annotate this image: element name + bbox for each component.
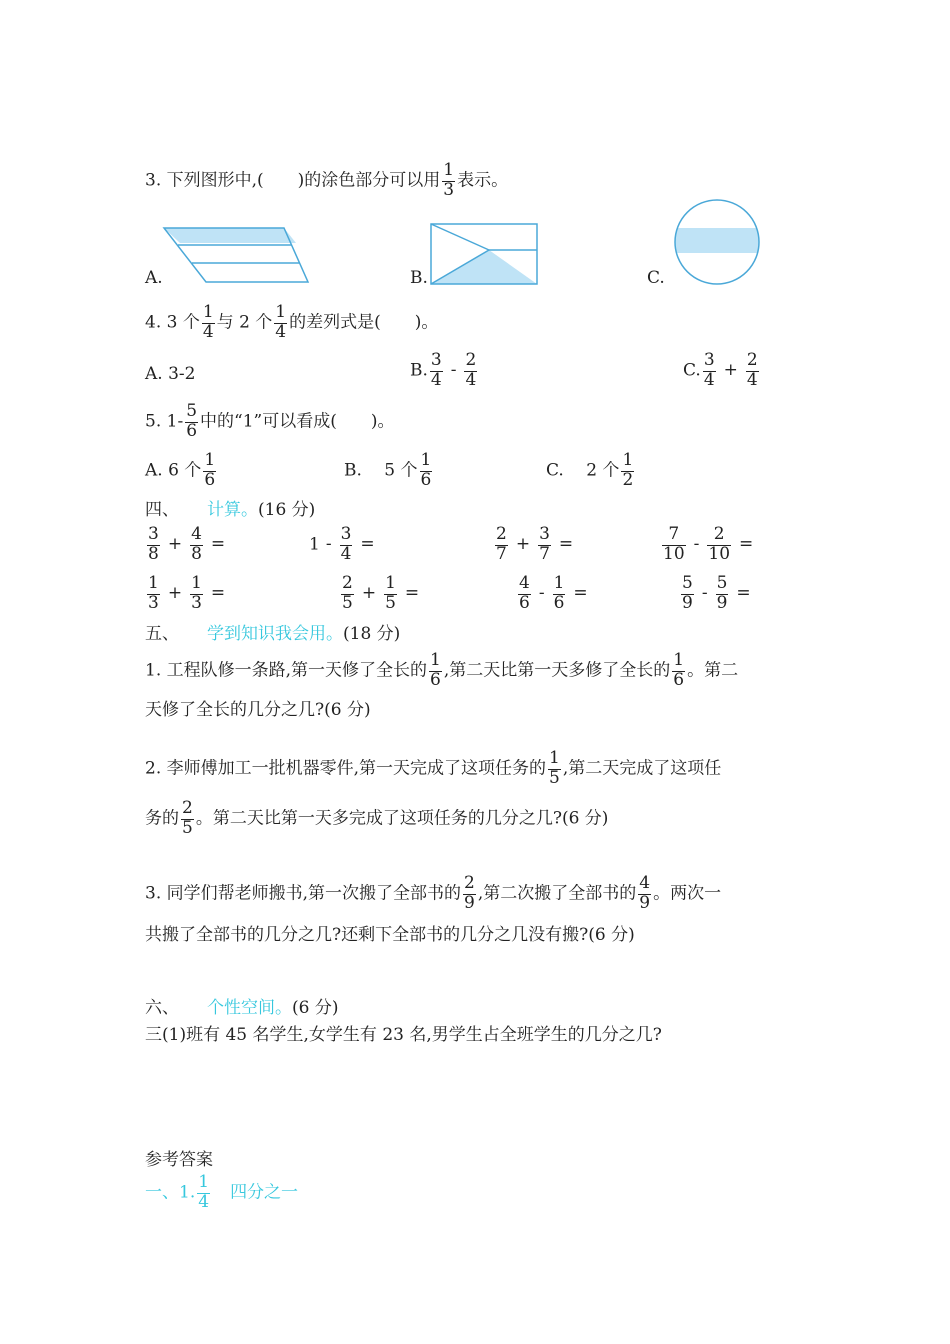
- q4-option-a: A. 3-2: [145, 364, 196, 384]
- section6-heading: 六、 个性空间。(6 分): [145, 998, 339, 1018]
- answer-1: 一、1. $\frac{1}{4}$ 四分之一: [145, 1172, 299, 1212]
- calc-r2c3: $\frac{4}{6}$ - $\frac{1}{6}$ =: [519, 573, 588, 613]
- section5-heading: 五、 学到知识我会用。(18 分): [145, 624, 401, 644]
- problem1-line1: 1. 工程队修一条路,第一天修了全长的 $\frac{1}{6}$ ,第二天比第一天多修了全长的 $\frac{1}{6}$ 。第二: [145, 650, 739, 690]
- fraction: $\frac{1}{4}$: [275, 302, 287, 342]
- rectangle-figure: [429, 222, 541, 286]
- q5-option-a: A. 6 个 $\frac{1}{6}$: [145, 450, 216, 490]
- problem6-text: 三(1)班有 45 名学生,女学生有 23 名,男学生占全班学生的几分之几?: [145, 1025, 662, 1045]
- calc-r1c3: $\frac{2}{7}$ + $\frac{3}{7}$ =: [496, 524, 574, 564]
- calc-r1c2: 1 - $\frac{3}{4}$ =: [309, 524, 375, 564]
- section4-heading: 四、 计算。(16 分): [145, 500, 316, 520]
- parallelogram-figure: [160, 226, 312, 286]
- q5-text: 5. 1- $\frac{5}{6}$ 中的“1”可以看成( )。: [145, 401, 395, 441]
- calc-r1c1: $\frac{3}{8}$ + $\frac{4}{8}$ =: [148, 524, 226, 564]
- calc-r2c4: $\frac{5}{9}$ - $\frac{5}{9}$ =: [682, 573, 751, 613]
- q3-option-b-label: B.: [410, 268, 428, 288]
- problem2-line2: 务的 $\frac{2}{5}$ 。第二天比第一天多完成了这项任务的几分之几?(6 分): [145, 798, 609, 838]
- problem2-line1: 2. 李师傅加工一批机器零件,第一天完成了这项任务的 $\frac{1}{5}$ ,第二天完成了这项任: [145, 748, 722, 788]
- q3-option-a-label: A.: [145, 268, 163, 288]
- fraction: $\frac{1}{4}$: [202, 302, 214, 342]
- q3-text: 3. 下列图形中,( )的涂色部分可以用 $\frac{1}{3}$ 表示。: [145, 160, 509, 200]
- q5-option-c: C. 2 个 $\frac{1}{2}$: [546, 450, 634, 490]
- q4-option-c: C. $\frac{3}{4}$ + $\frac{2}{4}$: [683, 350, 758, 390]
- problem3-line2: 共搬了全部书的几分之几?还剩下全部书的几分之几没有搬?(6 分): [145, 925, 635, 945]
- calc-r1c4: $\frac{7}{10}$ - $\frac{2}{10}$ =: [663, 524, 754, 564]
- fraction: $\frac{1}{3}$: [443, 160, 455, 200]
- circle-figure: [671, 197, 763, 287]
- problem1-line2: 天修了全长的几分之几?(6 分): [145, 700, 371, 720]
- q4-text: 4. 3 个 $\frac{1}{4}$ 与 2 个 $\frac{1}{4}$ 的差列式是( )。: [145, 302, 439, 342]
- calc-r2c1: $\frac{1}{3}$ + $\frac{1}{3}$ =: [148, 573, 226, 613]
- q3-option-c-label: C.: [647, 268, 665, 288]
- q5-option-b: B. 5 个 $\frac{1}{6}$: [344, 450, 432, 490]
- answers-title: 参考答案: [145, 1150, 213, 1170]
- q4-option-b: B. $\frac{3}{4}$ - $\frac{2}{4}$: [410, 350, 477, 390]
- problem3-line1: 3. 同学们帮老师搬书,第一次搬了全部书的 $\frac{2}{9}$ ,第二次搬了全部书的 $\frac{4}{9}$ 。两次一: [145, 873, 722, 913]
- calc-r2c2: $\frac{2}{5}$ + $\frac{1}{5}$ =: [342, 573, 420, 613]
